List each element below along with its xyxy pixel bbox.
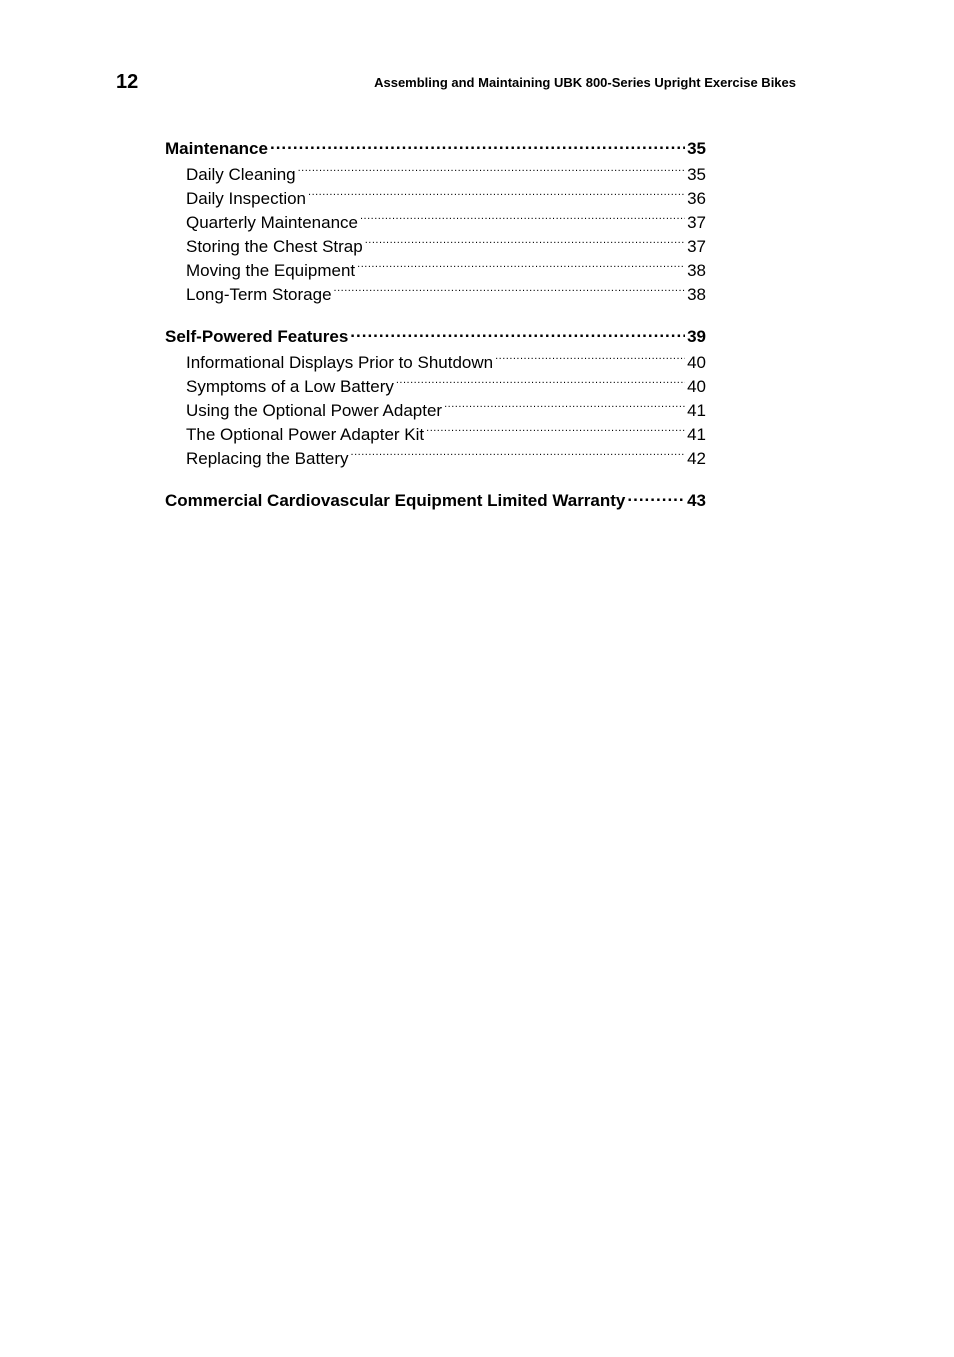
toc-entry-page: 39 <box>687 327 706 346</box>
toc-subentry[interactable] <box>165 399 706 423</box>
toc-subentry-title: Using the Optional Power Adapter <box>186 401 443 420</box>
toc-subentry-page: 42 <box>687 449 706 468</box>
toc-subentry[interactable] <box>165 283 706 307</box>
dot-leader <box>351 447 686 464</box>
dot-leader <box>365 235 685 252</box>
toc-subentry-title: Informational Displays Prior to Shutdown <box>186 353 494 372</box>
toc-subentry[interactable] <box>165 235 706 259</box>
toc-subentry-title: Replacing the Battery <box>186 449 349 468</box>
dot-leader <box>357 259 685 276</box>
toc-subentry[interactable] <box>165 187 706 211</box>
running-header: Assembling and Maintaining UBK 800-Series Upright Exercise Bikes <box>374 75 796 90</box>
toc-subentry-page: 37 <box>687 237 706 256</box>
dot-leader <box>360 211 685 228</box>
toc-entry-title: Maintenance <box>165 139 268 158</box>
dot-leader <box>334 283 686 300</box>
page-number: 12 <box>116 71 139 93</box>
dot-leader <box>396 375 685 392</box>
toc-subentry[interactable] <box>165 351 706 375</box>
toc-subentry-title: Symptoms of a Low Battery <box>186 377 394 396</box>
toc-subentry-page: 36 <box>687 189 706 208</box>
toc-entry-page: 43 <box>687 491 706 510</box>
dot-leader <box>308 187 685 204</box>
toc-subentry-title: Storing the Chest Strap <box>186 237 363 256</box>
dot-leader <box>627 489 685 506</box>
dot-leader <box>426 423 685 440</box>
toc-subentry[interactable] <box>165 259 706 283</box>
toc-subentry-title: Daily Cleaning <box>186 165 296 184</box>
toc-subentry[interactable] <box>165 211 706 235</box>
toc-subentry-page: 38 <box>687 261 706 280</box>
toc-subentry-page: 40 <box>687 377 706 396</box>
toc-subentry-title: Daily Inspection <box>186 189 307 208</box>
toc-subentry-page: 41 <box>687 425 706 444</box>
toc-subentry-title: The Optional Power Adapter Kit <box>186 425 425 444</box>
toc-subentry-title: Moving the Equipment <box>186 261 356 280</box>
toc-subentry-page: 38 <box>687 285 706 304</box>
toc-entry[interactable] <box>165 489 706 513</box>
toc-entry[interactable] <box>165 137 706 161</box>
toc-entry[interactable] <box>165 325 706 349</box>
toc-entry-title: Commercial Cardiovascular Equipment Limited Warranty <box>165 491 626 510</box>
toc-entry-page: 35 <box>687 139 706 158</box>
dot-leader <box>444 399 685 416</box>
toc-subentry-title: Quarterly Maintenance <box>186 213 358 232</box>
toc-subentry[interactable] <box>165 375 706 399</box>
toc-entry-title: Self-Powered Features <box>165 327 349 346</box>
dot-leader <box>298 163 685 180</box>
toc-subentry-page: 41 <box>687 401 706 420</box>
toc-subentry-title: Long-Term Storage <box>186 285 332 304</box>
toc-subentry-page: 37 <box>687 213 706 232</box>
toc-subentry[interactable] <box>165 447 706 471</box>
toc-section-self-powered-features <box>165 325 706 471</box>
dot-leader <box>350 325 685 342</box>
toc-section-warranty <box>165 489 706 513</box>
toc-section-maintenance <box>165 137 706 307</box>
table-of-contents <box>165 137 706 531</box>
dot-leader <box>495 351 685 368</box>
toc-subentry-page: 40 <box>687 353 706 372</box>
toc-subentry[interactable] <box>165 163 706 187</box>
toc-subentry-page: 35 <box>687 165 706 184</box>
dot-leader <box>270 137 685 154</box>
toc-subentry[interactable] <box>165 423 706 447</box>
